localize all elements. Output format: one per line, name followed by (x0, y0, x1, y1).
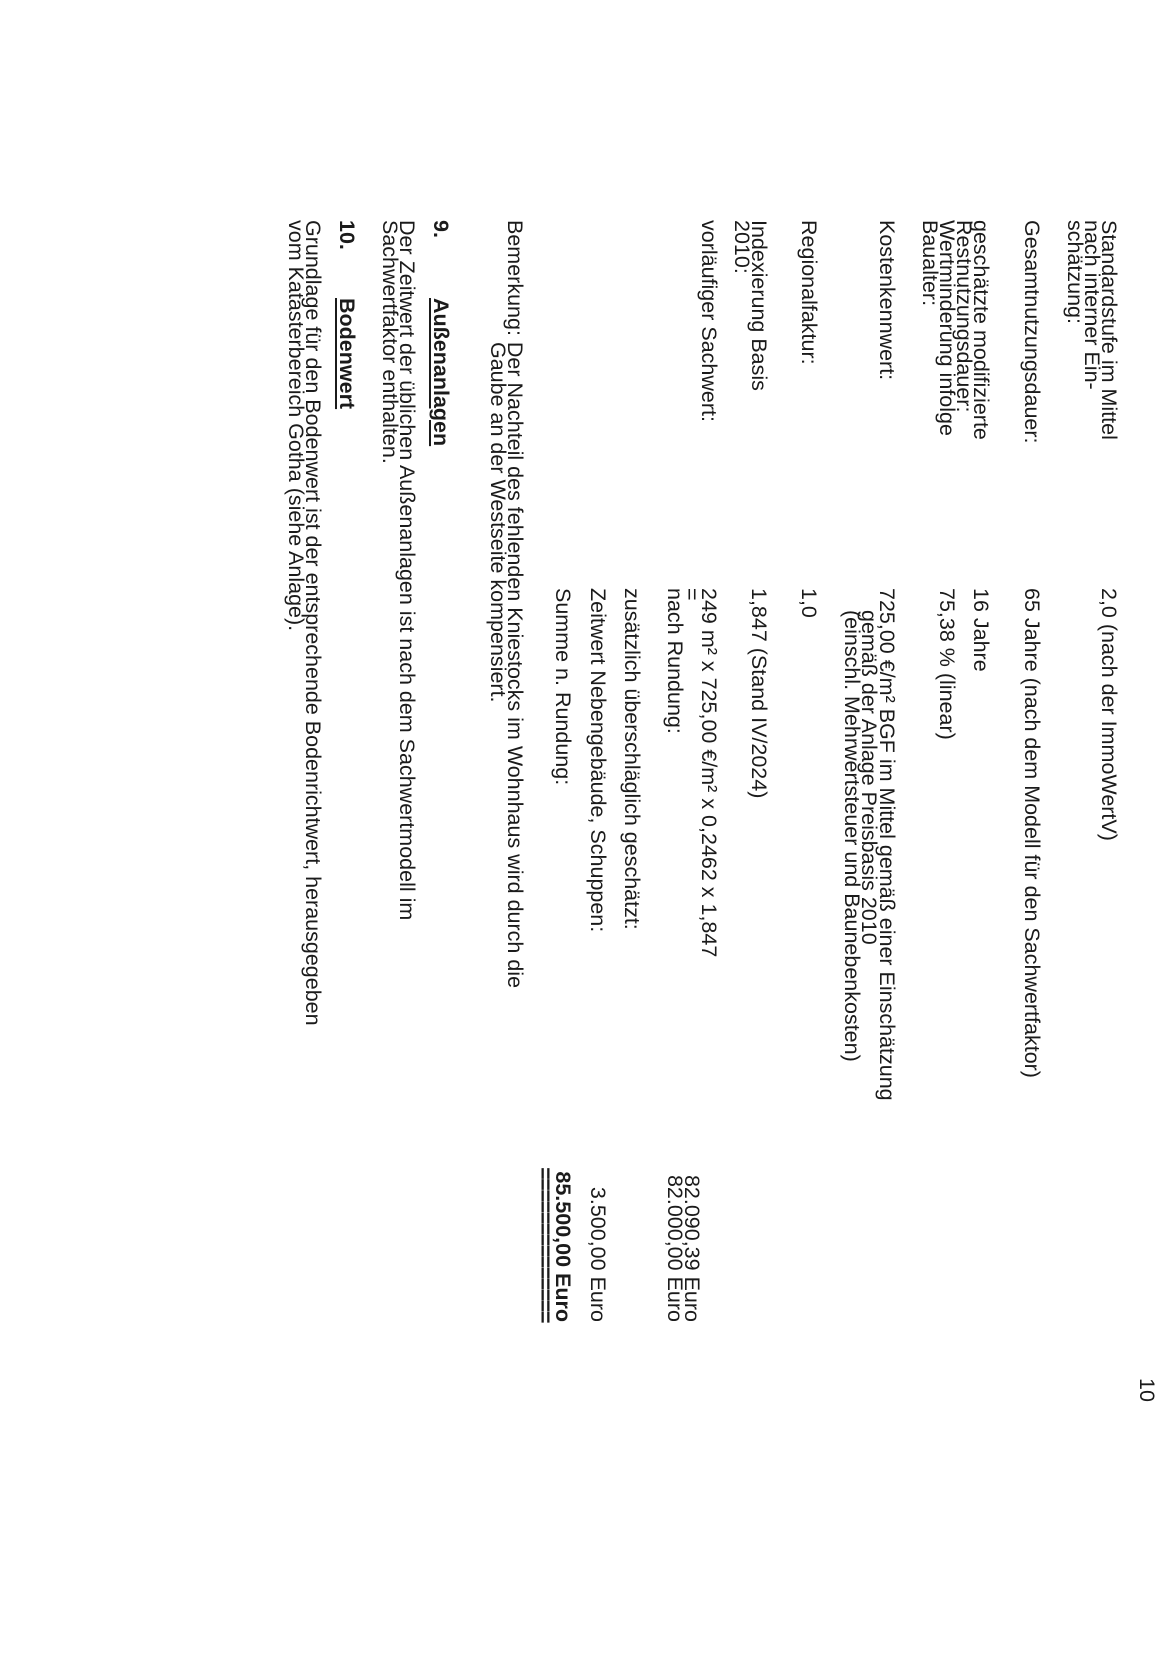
section-number: 10. (335, 220, 359, 250)
label-line: geschätzte modifizierte (969, 220, 993, 440)
remark-line: Gaube an der Westseite kompensiert. (486, 342, 510, 703)
label-line: Gesamtnutzungsdauer: (1020, 220, 1044, 444)
label-line: Wertminderung infolge (935, 220, 959, 436)
double-rule: ============== (533, 1167, 557, 1322)
label-line: nach interner Ein- (1080, 220, 1104, 390)
label-line: Kostenkennwert: (875, 220, 899, 381)
sachwert-formula-equals: = (680, 588, 704, 601)
value-line: 65 Jahre (nach dem Modell für den Sachwertfaktor) (1020, 588, 1044, 1078)
section-number: 9. (429, 220, 453, 238)
value-line: 1,847 (Stand IV/2024) (747, 588, 771, 799)
label-line: Standardstufe im Mittel (1097, 220, 1121, 440)
rounding-label: nach Rundung: (663, 588, 687, 734)
outbuildings-value: 3.500,00 Euro (586, 1186, 610, 1322)
section-text-line: Sachwertfaktor enthalten. (378, 220, 402, 464)
additional-label: zusätzlich überschläglich geschätzt: (620, 588, 644, 930)
remark-line: Bemerkung: Der Nachteil des fehlenden Kniestocks im Wohnhaus wird durch die (503, 220, 527, 989)
section-text-line: vom Katasterbereich Gotha (siehe Anlage). (284, 220, 308, 632)
rounded-result: 82.000,00 Euro (663, 1174, 687, 1322)
sum-label: Summe n. Rundung: (551, 588, 575, 786)
label-line: schätzung: (1063, 220, 1087, 324)
page-number: 10 (1135, 1378, 1159, 1402)
label-line: Indexierung Basis (747, 220, 771, 391)
label-line: 2010: (730, 220, 754, 274)
sachwert-label: vorläufiger Sachwert: (697, 220, 721, 422)
label-line: Regionalfaktur: (797, 220, 821, 365)
value-line: 2,0 (nach der ImmoWertV) (1097, 588, 1121, 841)
outbuildings-label: Zeitwert Nebengebäude, Schuppen: (586, 588, 610, 933)
sum-value: 85.500,00 Euro (551, 1171, 575, 1322)
label-line: Baualter: (918, 220, 942, 307)
section-title: Bodenwert (335, 298, 359, 410)
sachwert-formula: 249 m² x 725,00 €/m² x 0,2462 x 1,847 (697, 588, 721, 958)
value-line: (einschl. Mehrwertsteuer und Baunebenkosten) (840, 610, 864, 1062)
section-text-line: Der Zeitwert der üblichen Außenanlagen ist nach dem Sachwertmodell im (395, 220, 419, 921)
value-line: 725,00 €/m² BGF im Mittel gemäß einer Einschätzung (875, 588, 899, 1101)
value-line: 1,0 (797, 588, 821, 618)
value-line: 75,38 % (linear) (935, 588, 959, 740)
value-line: gemäß der Anlage Preisbasis 2010 (857, 610, 881, 945)
sachwert-result: 82.090,39 Euro (680, 1174, 704, 1322)
section-text-line: Grundlage für den Bodenwert ist der entsprechende Bodenrichtwert, herausgegeben (301, 220, 325, 1026)
section-title: Außenanlagen (429, 298, 453, 447)
value-line: 16 Jahre (969, 588, 993, 672)
label-line: Restnutzungsdauer: (952, 220, 976, 413)
